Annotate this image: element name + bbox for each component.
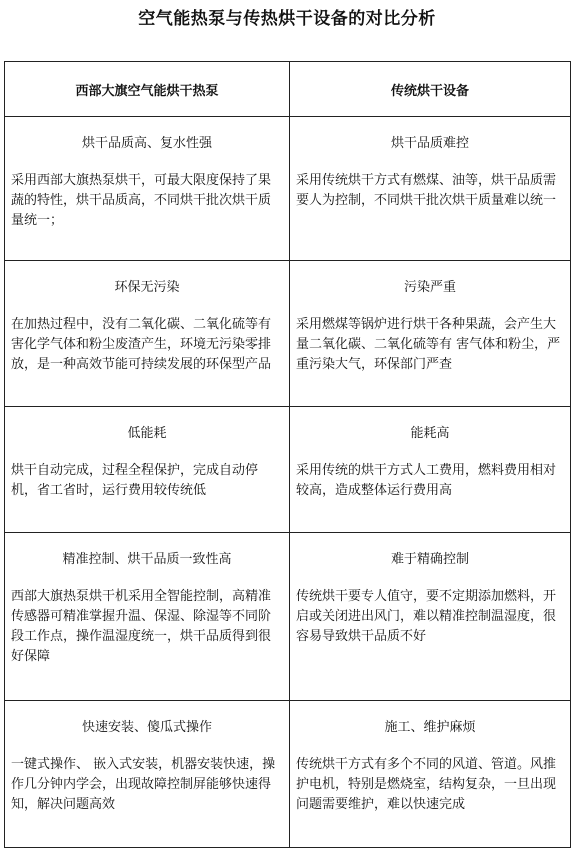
cell-body: 采用传统的烘干方式人工费用，燃料费用相对较高，造成整体运行费用高 [296, 463, 557, 498]
cell-heading: 低能耗 [127, 426, 167, 441]
table-cell [290, 407, 571, 533]
cell-heading: 精准控制、烘干品质一致性高 [62, 552, 232, 567]
cell-body: 烘干自动完成，过程全程保护，完成自动停机，省工省时，运行费用较传统低 [11, 463, 259, 498]
table-cell [5, 533, 290, 701]
table-cell [5, 261, 290, 407]
cell-heading: 污染严重 [403, 280, 456, 295]
table-row [5, 117, 571, 261]
cell-body: 一键式操作、 嵌入式安装，机器安装快速，操作几分钟内学会，出现故障控制屏能够快速得知，解决问题高效 [11, 757, 276, 812]
table-row [5, 533, 571, 701]
table-cell [5, 117, 290, 261]
cell-heading: 快速安装、傻瓜式操作 [81, 720, 212, 735]
table-cell [5, 407, 290, 533]
table-row [5, 407, 571, 533]
cell-body: 采用西部大旗热泵烘干，可最大限度保持了果蔬的特性，烘干品质高，不同烘干批次烘干质量统一； [11, 173, 272, 228]
cell-body: 在加热过程中，没有二氧化碳、二氧化硫等有害化学气体和粉尘废渣产生，环境无污染零排放，是一种高效节能可持续发展的环保型产品 [11, 317, 272, 372]
table-row [5, 701, 571, 848]
cell-body: 采用传统烘干方式有燃煤、油等，烘干品质需要人为控制，不同烘干批次烘干质量难以统一 [296, 173, 557, 208]
table-cell [290, 533, 571, 701]
column-header-heat-pump: 西部大旗空气能烘干热泵 [5, 62, 290, 117]
page-title: 空气能热泵与传热烘干设备的对比分析 [138, 9, 436, 29]
comparison-table [4, 61, 571, 848]
column-header-traditional: 传统烘干设备 [290, 62, 571, 117]
cell-body: 传统烘干要专人值守，要不定期添加燃料，开启或关闭进出风门，难以精准控制温湿度，很容易导致烘干品质不好 [296, 589, 557, 644]
cell-body: 采用燃煤等锅炉进行烘干各种果蔬，会产生大量二氧化碳、二氧化硫等有 害气体和粉尘，严重污染大气，环保部门严查 [296, 317, 561, 372]
cell-body: 传统烘干方式有多个不同的风道、管道。风推护电机，特别是燃烧室，结构复杂，一旦出现问题需要维护，难以快速完成 [296, 757, 557, 812]
table-cell [290, 701, 571, 848]
cell-body: 西部大旗热泵烘干机采用全智能控制，高精准传感器可精准掌握升温、保湿、除湿等不同阶段工作点，操作温湿度统一，烘干品质得到很好保障 [11, 589, 272, 664]
table-header-row [5, 62, 571, 117]
cell-heading: 环保无污染 [114, 280, 180, 295]
table-row [5, 261, 571, 407]
cell-heading: 难于精确控制 [390, 552, 469, 567]
table-cell [290, 261, 571, 407]
table-cell [290, 117, 571, 261]
cell-heading: 能耗高 [410, 426, 450, 441]
cell-heading: 施工、维护麻烦 [384, 720, 476, 735]
table-cell [5, 701, 290, 848]
cell-heading: 烘干品质高、复水性强 [81, 136, 212, 151]
cell-heading: 烘干品质难控 [390, 136, 469, 151]
